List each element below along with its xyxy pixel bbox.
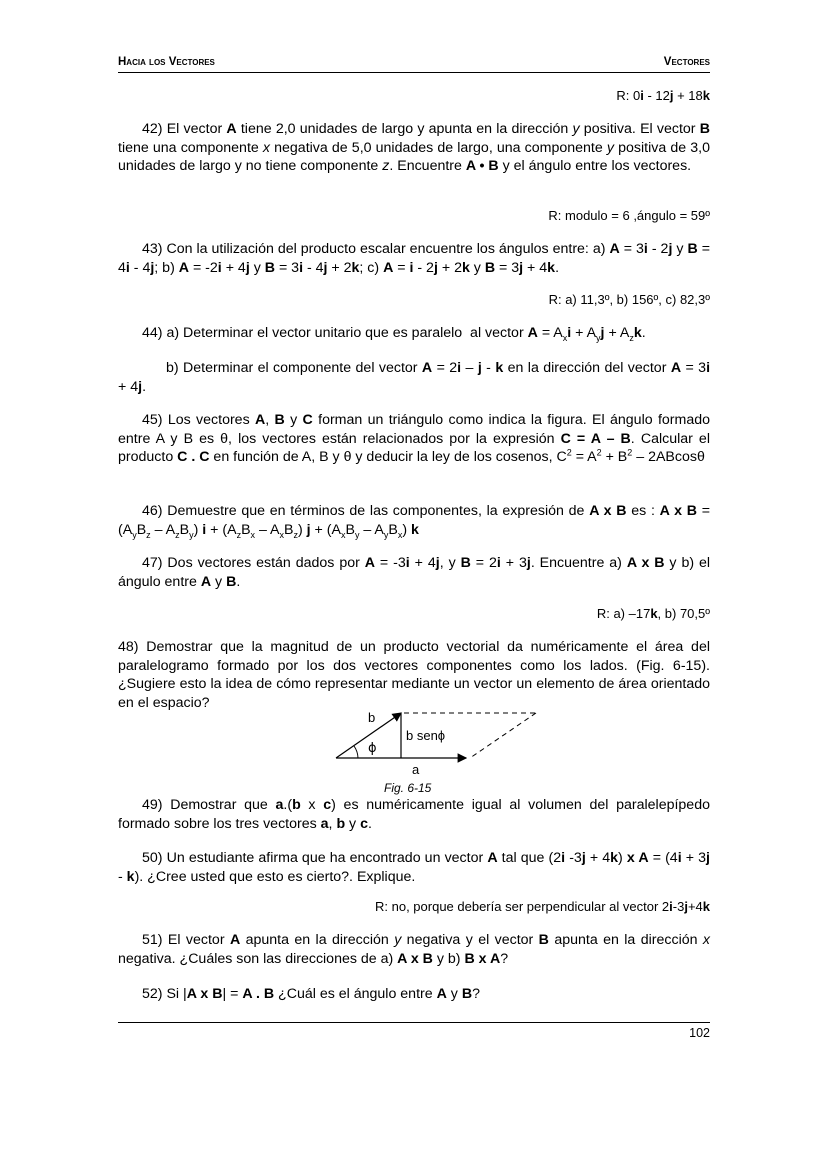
header-right: Vectores <box>663 56 710 68</box>
problem-49: 49) Demostrar que a.(b x c) es numéricamente igual al volumen del paralelepípedo formado sobre los tres vectores a, b y c. <box>118 797 710 832</box>
footer-rule <box>118 1022 710 1023</box>
problem-46: 46) Demuestre que en términos de las componentes, la expresión de A x B es : A x $B = (A_yB_z - A_zB_y) i + (A_zB_x - A_xB_z) j + (A_xB_y - A_yB_x)$ k <box>118 503 710 540</box>
answer-41: R: 0i - 12j + 18k <box>616 88 710 103</box>
problem-44b: b) Determinar el componente del vector A = 2i – j - k en la dirección del vector A = 3i + 4j. <box>118 360 711 395</box>
answer-47: R: a) –17k, b) 70,5º <box>596 606 710 621</box>
label-b: b <box>368 710 376 725</box>
problem-43: 43) Con la utilización del producto escalar encuentre los ángulos entre: a) A = 3i - 2j y B = 4i - 4j; b) A = -2i + 4j y B = 3i - 4j + 2k; c) A = i - 2j + 2k y B = 3j + 4k. <box>118 241 710 276</box>
answer-42: R: modulo = 6 ,ángulo = 59º <box>548 208 710 223</box>
problem-50: 50) Un estudiante afirma que ha encontrado un vector A tal que (2i -3j + 4k) x A = (4i + 3j - k). ¿Cree usted que esto es cierto?. Explique. <box>118 850 710 885</box>
problem-44a: 44) a) Determinar el vector unitario que es paralelo al vector $A = A_xi + A_yj + A_zk$. <box>142 325 646 343</box>
figure-6-15 <box>330 708 550 803</box>
dashed-right-edge <box>470 713 536 758</box>
problem-47: 47) Dos vectores están dados por A = -3i + 4j, y B = 2i + 3j. Encuentre a) A x B y b) el ángulo entre A y B. <box>118 555 711 590</box>
answer-43: R: a) 11,3º, b) 156º, c) 82,3º <box>548 292 710 307</box>
answer-50: R: no, porque debería ser perpendicular al vector 2i-3j+4k <box>375 899 710 914</box>
problem-42: 42) El vector A tiene 2,0 unidades de largo y apunta en la dirección y positiva. El vector B tiene una componente x negativa de 5,0 unidades de largo, una componente y positiva de 3,0 unidades de largo y no tiene componente z. Encuentre A • B y el ángulo entre los vectores. <box>118 121 710 175</box>
figure-caption: Fig. 6-15 <box>384 781 432 795</box>
problem-52: 52) Si |A x B| = A . B ¿Cuál es el ángulo entre A y B? <box>142 986 480 1002</box>
parallelogram-diagram <box>330 708 550 803</box>
running-header <box>118 56 710 73</box>
label-phi: ϕ <box>368 741 377 756</box>
label-a: a <box>412 762 420 777</box>
angle-arc <box>354 746 358 758</box>
problem-45: 45) Los vectores A, B y C forman un triángulo como indica la figura. El ángulo formado entre A y B es θ, los vectores están relacionados por la expresión C = A – B. Calcular el producto C . C en función de A, B y θ y deducir la ley de los cosenos, $C^2 = A^2 + B^2 - 2ABcos\theta$ <box>118 412 710 466</box>
page-number: 102 <box>689 1026 710 1040</box>
problem-48: 48) Demostrar que la magnitud de un producto vectorial da numéricamente el área del paralelogramo formado por los dos vectores componentes como los lados. (Fig. 6-15). ¿Sugiere esto la idea de cómo representar mediante un vector un elemento de área orientado en el espacio? <box>118 639 710 711</box>
header-left: Hacia los Vectores <box>118 56 215 68</box>
label-b-sin-phi: b senϕ <box>406 728 446 743</box>
problem-51: 51) El vector A apunta en la dirección y negativa y el vector B apunta en la dirección x negativa. ¿Cuáles son las direcciones de a) A x B y b) B x A? <box>118 932 710 967</box>
